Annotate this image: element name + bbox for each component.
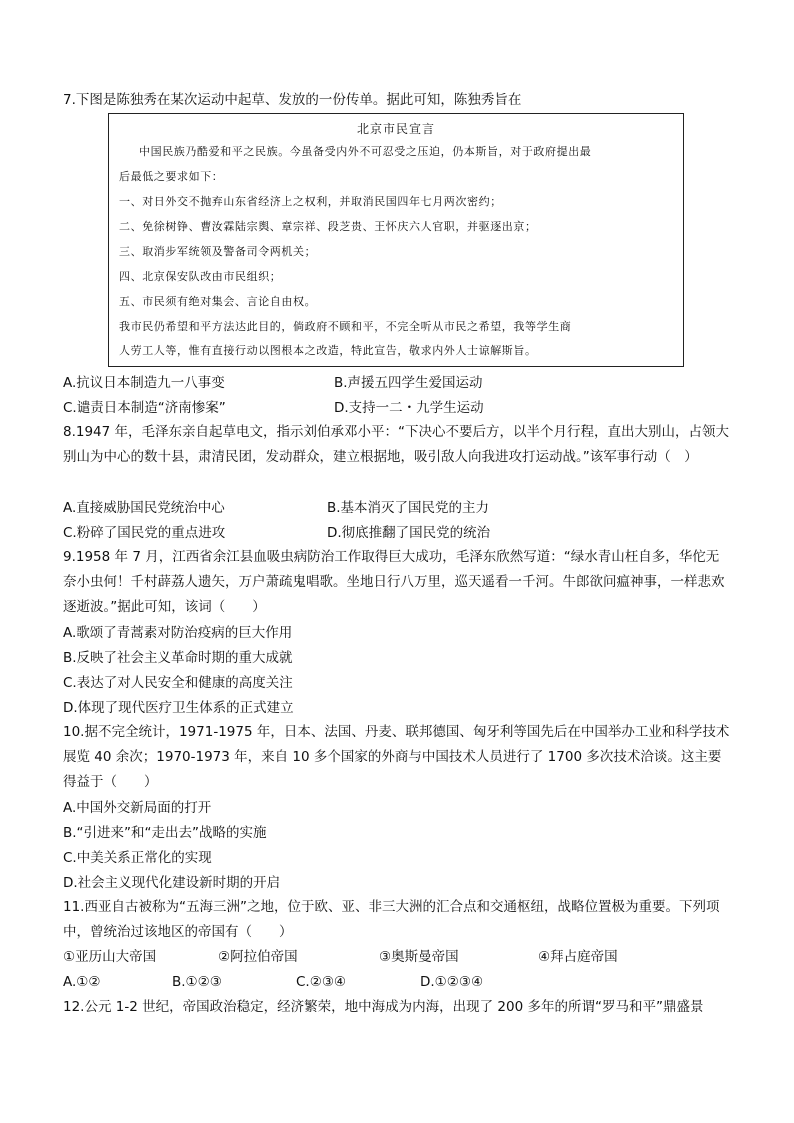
leaflet-line: 三、取消步军统领及警备司令两机关； [119, 245, 317, 258]
option-d[interactable]: D.①②③④ [420, 974, 484, 990]
leaflet-line: 四、北京保安队改由市民组织； [119, 270, 282, 283]
question-12-stem: 12.公元 1-2 世纪，帝国政治稳定，经济繁荣，地中海成为内海，出现了 200 多年的所谓“罗马和平”鼎盛景 [63, 999, 704, 1015]
option-d[interactable]: D.彻底推翻了国民党的统治 [327, 525, 491, 541]
option-a[interactable]: A.①② [63, 974, 101, 990]
option-c[interactable]: C.谴责日本制造“济南惨案” [63, 400, 226, 416]
option-b[interactable]: B.声援五四学生爱国运动 [334, 375, 483, 391]
option-b[interactable]: B.“引进来”和“走出去”战略的实施 [63, 825, 267, 841]
leaflet-line: 一、对日外交不抛弃山东省经济上之权利，并取消民国四年七月两次密约； [119, 195, 502, 208]
question-11-stem: 11.西亚自古被称为“五海三洲”之地，位于欧、亚、非三大洲的汇合点和交通枢纽，战略位置极为重要。下列项中，曾统治过该地区的帝国有（ ） [63, 899, 720, 940]
leaflet-title: 北京市民宣言 [356, 122, 435, 136]
item-4: ④拜占庭帝国 [538, 949, 618, 965]
option-a[interactable]: A.直接威胁国民党统治中心 [63, 500, 225, 516]
question-7-stem: 7.下图是陈独秀在某次运动中起草、发放的一份传单。据此可知，陈独秀旨在 [63, 92, 522, 108]
leaflet-line: 五、市民须有绝对集会、言论自由权。 [119, 295, 317, 308]
question-8-stem: 8.1947 年，毛泽东亲自起草电文，指示刘伯承邓小平：“下决心不要后方，以半个月行程，直出大别山，占领大别山为中心的数十县，肃清民团，发动群众，建立根据地，吸引敌人向我进攻打运动战。”该军事行动（ ） [63, 424, 730, 465]
question-9-stem: 9.1958 年 7 月，江西省余江县血吸虫病防治工作取得巨大成功，毛泽东欣然写道：“绿水青山枉自多，华佗无奈小虫何！千村薜荔人遗矢，万户萧疏鬼唱歌。坐地日行八万里，巡天遥看一千河。牛郎欲问瘟神事，一样悲欢逐逝波。”据此可知，该词（ ） [63, 549, 725, 615]
option-c[interactable]: C.中美关系正常化的实现 [63, 850, 212, 866]
leaflet-box [108, 113, 684, 367]
leaflet-line: 后最低之要求如下： [119, 170, 224, 183]
option-a[interactable]: A.抗议日本制造九一八事变 [63, 375, 225, 391]
option-c[interactable]: C.粉碎了国民党的重点进攻 [63, 525, 226, 541]
leaflet-line: 我市民仍希望和平方法达此目的，倘政府不顾和平，不完全听从市民之希望，我等学生商 [119, 320, 572, 333]
option-d[interactable]: D.社会主义现代化建设新时期的开启 [63, 875, 281, 891]
option-d[interactable]: D.支持一二・九学生运动 [334, 400, 484, 416]
item-1: ①亚历山大帝国 [63, 949, 157, 965]
leaflet-line: 中国民族乃酷爱和平之民族。今虽备受内外不可忍受之压迫，仍本斯旨，对于政府提出最 [139, 145, 592, 158]
leaflet-line: 二、免徐树铮、曹汝霖陆宗舆、章宗祥、段芝贵、王怀庆六人官职，并驱逐出京； [119, 220, 537, 233]
leaflet-line: 人劳工人等，惟有直接行动以图根本之改造，特此宣告，敬求内外人士谅解斯旨。 [119, 344, 537, 357]
option-b[interactable]: B.基本消灭了国民党的主力 [327, 500, 490, 516]
option-a[interactable]: A.歌颂了青蒿素对防治疫病的巨大作用 [63, 625, 293, 641]
option-b[interactable]: B.反映了社会主义革命时期的重大成就 [63, 650, 293, 666]
question-10-stem: 10.据不完全统计，1971-1975 年，日本、法国、丹麦、联邦德国、匈牙利等国先后在中国举办工业和科学技术展览 40 余次；1970-1973 年，来自 10 多个国家的外商与中国技术人员进行了 1700 多次技术洽谈。这主要得益于（ ） [63, 724, 730, 790]
option-c[interactable]: C.②③④ [296, 974, 347, 990]
item-3: ③奥斯曼帝国 [379, 949, 459, 965]
option-d[interactable]: D.体现了现代医疗卫生体系的正式建立 [63, 700, 294, 716]
option-a[interactable]: A.中国外交新局面的打开 [63, 800, 212, 816]
option-b[interactable]: B.①②③ [172, 974, 222, 990]
item-2: ②阿拉伯帝国 [218, 949, 298, 965]
option-c[interactable]: C.表达了对人民安全和健康的高度关注 [63, 675, 293, 691]
